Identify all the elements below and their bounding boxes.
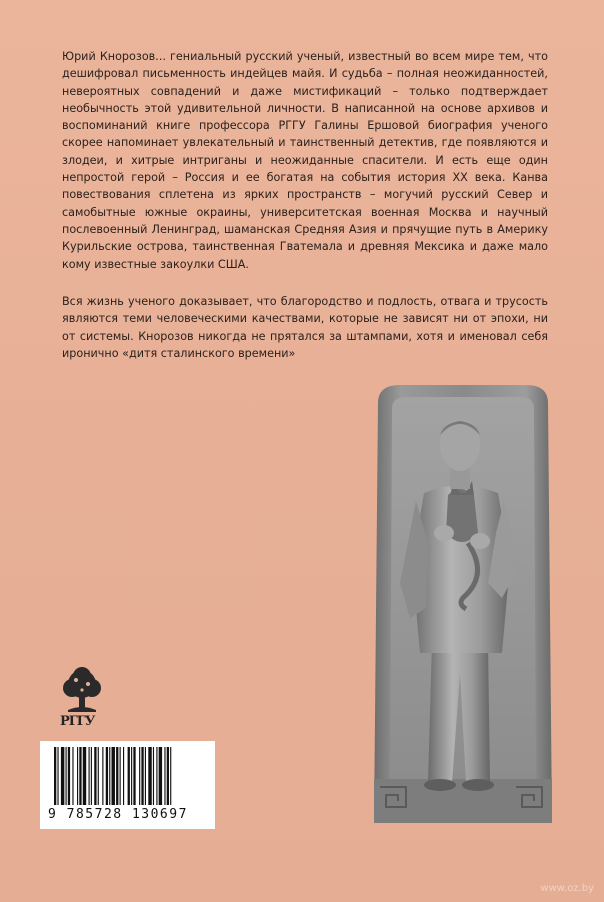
description-paragraph-2: Вся жизнь ученого доказывает, что благородство и подлость, отвага и трусость являются теми человеческими качествами, которые не зависят ни от эпохи, ни от системы. Кнорозов никогда не прятался за штампами, хотя и именовал себя иронично «дитя сталинского времени» xyxy=(62,295,548,360)
publisher-logo xyxy=(58,666,106,736)
knorozov-relief-image xyxy=(370,383,556,828)
barcode-bars xyxy=(40,741,215,807)
publisher-logo-text: РГГУ xyxy=(60,714,95,729)
isbn-barcode xyxy=(40,741,215,829)
description-paragraph-1: Юрий Кнорозов... гениальный русский ученый, известный во всем мире тем, что дешифровал письменность индейцев майя. И судьба – полная неожиданностей, невероятных совпадений и даже мистификаций – только подтверждает необычность этой удивительной личности. В написанной на основе архивов и воспоминаний книге профессора РГГУ Галины Ершовой биография ученого скорее напоминает увлекательный и таинственный детектив, где появляются и злодеи, и хитрые интриганы и неожиданные спасители. И есть еще один непростой герой – Россия и ее богатая на события история XX века. Канва повествования сплетена из ярких пространств – могучий русский Север и самобытные южные окраины, университетская военная Москва и научный послевоенный Ленинград, шаманская Средняя Азия и прячущие путь в Америку Курильские острова, таинственная Гватемала и древняя Мексика и даже мало кому известные закоулки США. xyxy=(62,50,548,271)
watermark: www.oz.by xyxy=(540,883,594,894)
barcode-digits: 9 785728 130697 xyxy=(48,807,188,822)
